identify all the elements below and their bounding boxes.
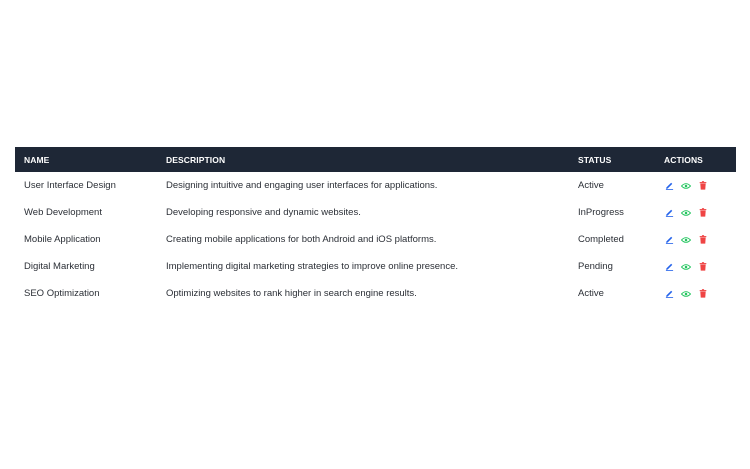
table-row: [15, 253, 736, 280]
delete-icon[interactable]: [698, 262, 708, 272]
cell-actions: [655, 172, 736, 199]
table-row: [15, 226, 736, 253]
cell-description: Implementing digital marketing strategies to improve online presence.: [166, 261, 459, 272]
cell-description: Developing responsive and dynamic websites.: [166, 207, 361, 218]
cell-name: Digital Marketing: [24, 261, 95, 272]
column-header-actions: ACTIONS: [664, 154, 703, 165]
table-row: [15, 199, 736, 226]
cell-status: Completed: [578, 234, 624, 245]
projects-table-container: [15, 147, 736, 307]
view-icon[interactable]: [681, 181, 691, 191]
column-header-status: STATUS: [578, 154, 612, 165]
table-header-row: [15, 147, 736, 172]
cell-status: Pending: [578, 261, 613, 272]
cell-name: Mobile Application: [24, 234, 101, 245]
cell-description: Creating mobile applications for both Android and iOS platforms.: [166, 234, 437, 245]
cell-name: Web Development: [24, 207, 102, 218]
cell-status: Active: [578, 288, 604, 299]
view-icon[interactable]: [681, 262, 691, 272]
edit-icon[interactable]: [664, 262, 674, 272]
cell-status: InProgress: [578, 207, 624, 218]
cell-actions: [655, 226, 736, 253]
table-body: [15, 172, 736, 307]
row-actions: [664, 181, 736, 191]
edit-icon[interactable]: [664, 235, 674, 245]
cell-name: User Interface Design: [24, 180, 116, 191]
edit-icon[interactable]: [664, 181, 674, 191]
column-header-name: NAME: [24, 154, 50, 165]
cell-status: Active: [578, 180, 604, 191]
view-icon[interactable]: [681, 235, 691, 245]
view-icon[interactable]: [681, 208, 691, 218]
view-icon[interactable]: [681, 289, 691, 299]
row-actions: [664, 262, 736, 272]
cell-actions: [655, 199, 736, 226]
row-actions: [664, 235, 736, 245]
delete-icon[interactable]: [698, 181, 708, 191]
cell-description: Designing intuitive and engaging user interfaces for applications.: [166, 180, 438, 191]
delete-icon[interactable]: [698, 289, 708, 299]
table-header: [15, 147, 736, 172]
row-actions: [664, 289, 736, 299]
edit-icon[interactable]: [664, 289, 674, 299]
table-row: [15, 172, 736, 199]
table-row: [15, 280, 736, 307]
cell-description: Optimizing websites to rank higher in search engine results.: [166, 288, 417, 299]
edit-icon[interactable]: [664, 208, 674, 218]
cell-name: SEO Optimization: [24, 288, 100, 299]
cell-actions: [655, 253, 736, 280]
delete-icon[interactable]: [698, 235, 708, 245]
projects-table: [15, 147, 736, 307]
row-actions: [664, 208, 736, 218]
column-header-description: DESCRIPTION: [166, 154, 226, 165]
cell-actions: [655, 280, 736, 307]
delete-icon[interactable]: [698, 208, 708, 218]
